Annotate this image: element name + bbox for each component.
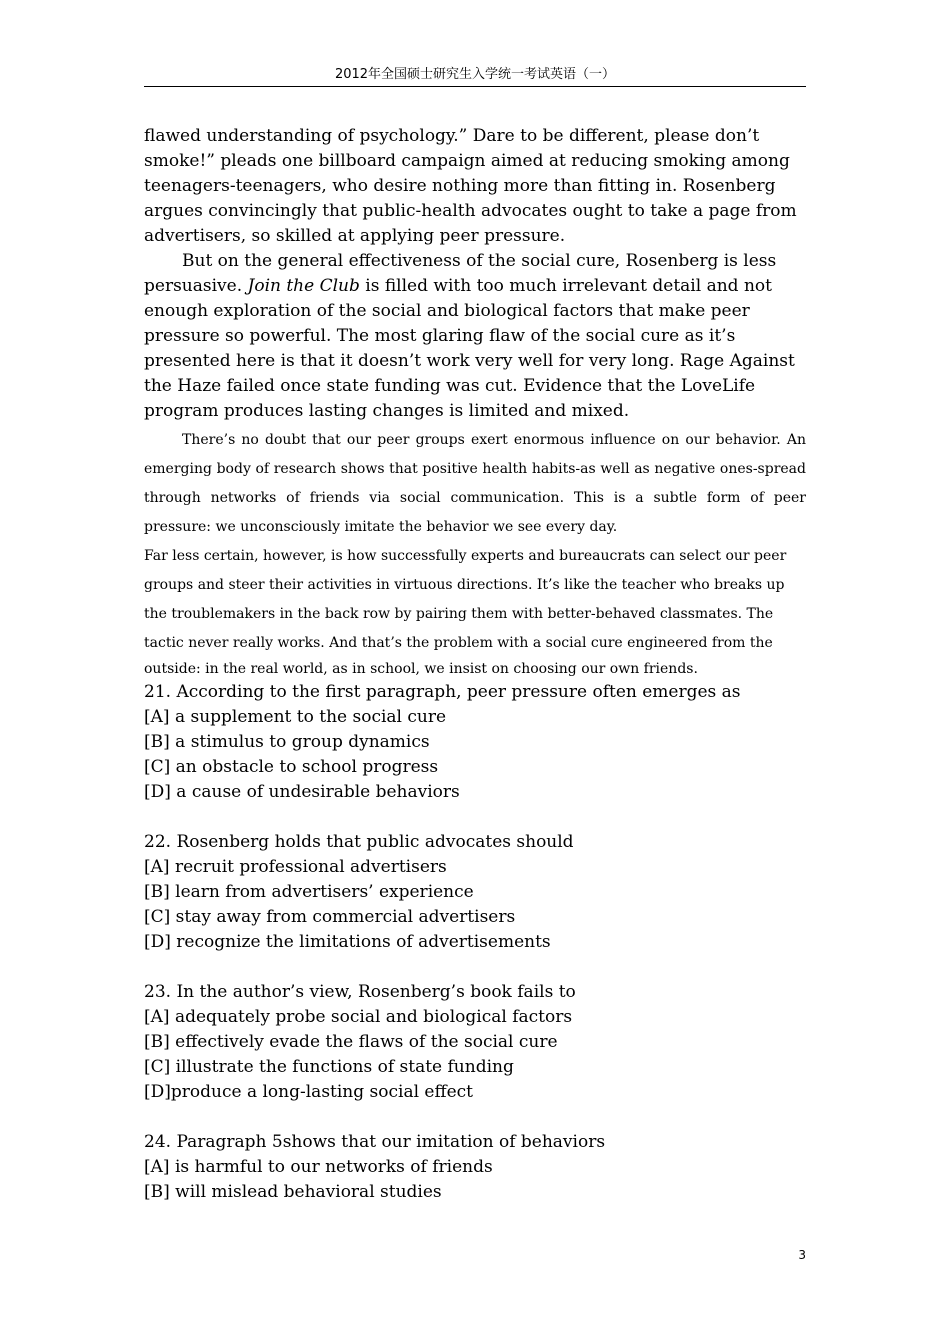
question-option: [B] a stimulus to group dynamics xyxy=(144,732,430,752)
question-22 xyxy=(144,830,806,955)
page-number: 3 xyxy=(798,1248,806,1262)
question-option: [B] will mislead behavioral studies xyxy=(144,1182,442,1202)
page-header: 2012年全国硕士研究生入学统一考试英语（一） xyxy=(144,66,806,87)
paragraph-3: There’s no doubt that our peer groups exert enormous influence on our behavior. An emerging body of research shows that positive health habits-as well as negative ones-spread through networks of friends via social communication. This is a subtle form of peer pressure: we unconsciously imitate the behavior we see every day. xyxy=(144,432,806,535)
paragraph-4-line: the troublemakers in the back row by pairing them with better-behaved classmates. The xyxy=(144,606,774,622)
question-option: [D] a cause of undesirable behaviors xyxy=(144,782,460,802)
question-stem: 22. Rosenberg holds that public advocates should xyxy=(144,832,574,852)
book-title: Join the Club xyxy=(247,276,360,296)
question-23 xyxy=(144,980,806,1105)
question-24 xyxy=(144,1130,806,1205)
question-21 xyxy=(144,680,806,805)
paragraph-1: flawed understanding of psychology.” Dare to be different, please don’t smoke!” pleads one billboard campaign aimed at reducing smoking among teenagers-teenagers, who desire nothing more than fitting in. Rosenberg argues convincingly that public-health advocates ought to take a page from advertisers, so skilled at applying peer pressure. xyxy=(144,126,797,246)
paragraph-2 xyxy=(144,249,806,424)
paragraph-4-line: groups and steer their activities in virtuous directions. It’s like the teacher who breaks up xyxy=(144,577,785,593)
paragraph-2-part-2: is filled with too much irrelevant detail and not enough exploration of the social and biological factors that make peer pressure so powerful. The most glaring flaw of the social cure as it’s presented here is that it doesn’t work very well for very long. Rage Against the Haze failed once state funding was cut. Evidence that the LoveLife program produces lasting changes is limited and mixed. xyxy=(144,276,795,421)
question-option: [D]produce a long-lasting social effect xyxy=(144,1082,473,1102)
question-option: [A] a supplement to the social cure xyxy=(144,707,447,727)
question-stem: 24. Paragraph 5shows that our imitation of behaviors xyxy=(144,1132,606,1152)
question-option: [B] effectively evade the flaws of the social cure xyxy=(144,1032,558,1052)
question-stem: 23. In the author’s view, Rosenberg’s book fails to xyxy=(144,982,576,1002)
question-option: [A] is harmful to our networks of friends xyxy=(144,1157,493,1177)
spacer xyxy=(144,955,806,980)
spacer xyxy=(144,1105,806,1130)
question-option: [A] adequately probe social and biological factors xyxy=(144,1007,573,1027)
question-option: [A] recruit professional advertisers xyxy=(144,857,447,877)
paragraph-4-line: Far less certain, however, is how successfully experts and bureaucrats can select our peer xyxy=(144,548,787,564)
paragraph-4-line: outside: in the real world, as in school, we insist on choosing our own friends. xyxy=(144,661,698,677)
question-option: [C] stay away from commercial advertisers xyxy=(144,907,516,927)
question-option: [B] learn from advertisers’ experience xyxy=(144,882,474,902)
question-stem: 21. According to the first paragraph, peer pressure often emerges as xyxy=(144,682,741,702)
paragraph-4-line: tactic never really works. And that’s the problem with a social cure engineered from the xyxy=(144,635,773,651)
small-print-section xyxy=(144,426,806,680)
question-option: [C] illustrate the functions of state funding xyxy=(144,1057,514,1077)
spacer xyxy=(144,805,806,830)
question-option: [C] an obstacle to school progress xyxy=(144,757,439,777)
paragraph-2-part-1: But on the general effectiveness of the social cure, Rosenberg is less persuasive. xyxy=(144,251,777,296)
question-option: [D] recognize the limitations of advertisements xyxy=(144,932,551,952)
document-body xyxy=(144,124,806,1205)
